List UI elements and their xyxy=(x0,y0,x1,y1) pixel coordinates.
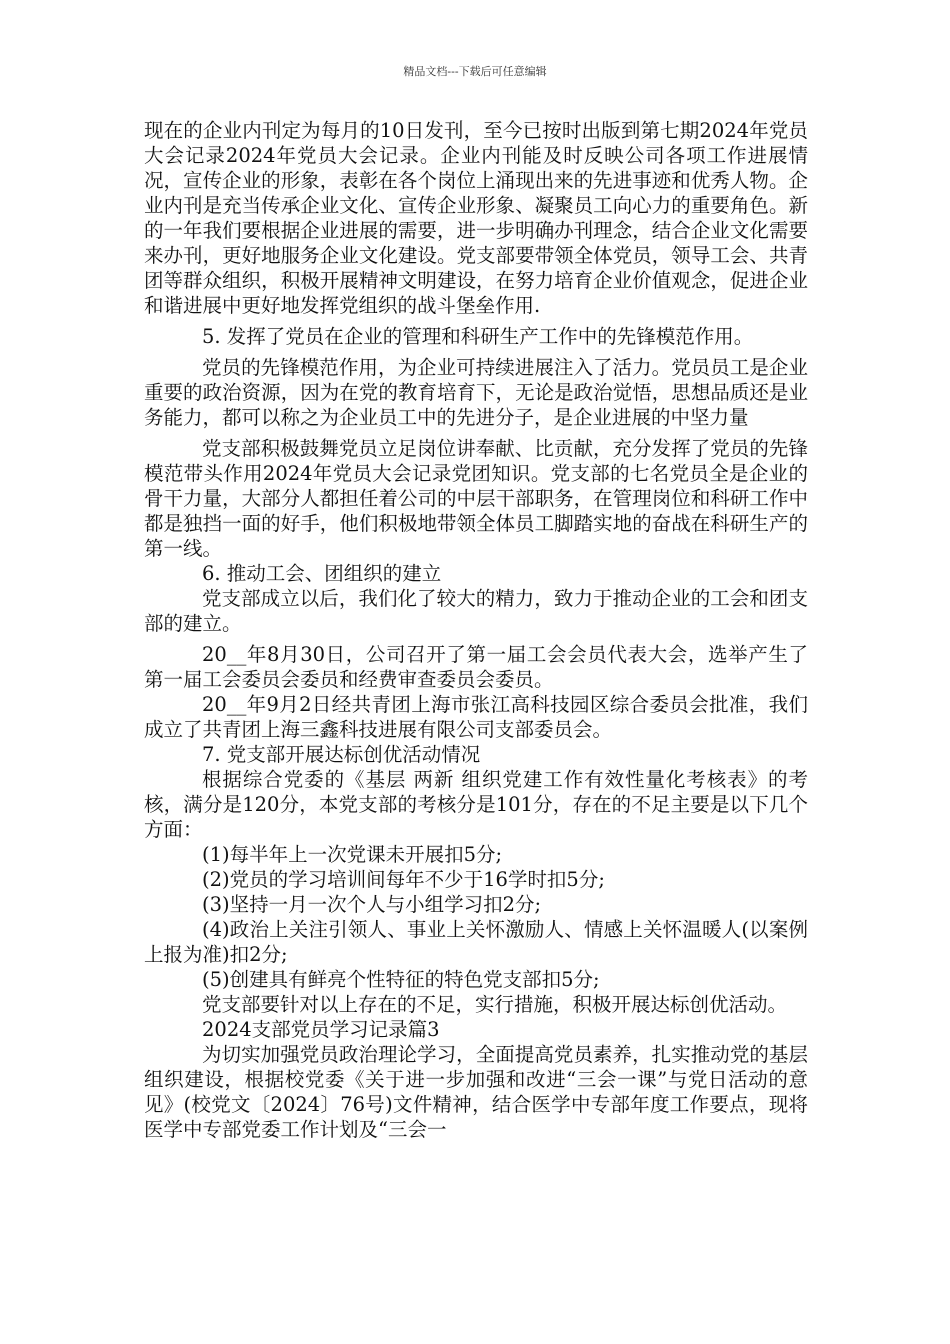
paragraph-improvement: 党支部要针对以上存在的不足，实行措施，积极开展达标创优活动。 xyxy=(202,993,788,1016)
paragraph-party-branch-encourage: 党支部积极鼓舞党员立足岗位讲奉献、比贡献，充分发挥了党员的先锋模范带头作用2024年党员大会记录党团知识。党支部的七名党员全是企业的骨干力量，大部分人都担任着公司的中层干部职务，在管理岗位和科研工作中都是独挡一面的好手，他们积极地带领全体员工脚踏实地的奋战在科研生产的第一线。 xyxy=(144,437,808,560)
list-item-deduction-1: (1)每半年上一次党课未开展扣5分; xyxy=(202,843,503,866)
document-body xyxy=(144,118,808,1142)
heading-section-6: 6. 推动工会、团组织的建立 xyxy=(202,562,442,585)
heading-section-7: 7. 党支部开展达标创优活动情况 xyxy=(202,743,481,766)
paragraph-youth-league: 20__年9月2日经共青团上海市张江高科技园区综合委员会批准，我们成立了共青团上海三鑫科技进展有限公司支部委员会。 xyxy=(144,693,808,741)
list-item-deduction-2: (2)党员的学习培训间每年不少于16学时扣5分; xyxy=(202,868,605,891)
paragraph-journal: 现在的企业内刊定为每月的10日发刊，至今已按时出版到第七期2024年党员大会记录2024年党员大会记录。企业内刊能及时反映公司各项工作进展情况，宣传企业的形象，表彰在各个岗位上涌现出来的先进事迹和优秀人物。企业内刊是充当传承企业文化、宣传企业形象、凝聚员工向心力的重要角色。新的一年我们要根据企业进展的需要，进一步明确办刊理念，结合企业文化需要来办刊，更好地服务企业文化建设。党支部要带领全体党员，领导工会、共青团等群众组织，积极开展精神文明建设，在努力培育企业价值观念，促进企业和谐进展中更好地发挥党组织的战斗堡垒作用. xyxy=(144,119,808,317)
page-header: 精品文档---下载后可任意编辑 xyxy=(403,65,547,78)
paragraph-assessment: 根据综合党委的《基层 两新 组织党建工作有效性量化考核表》的考核，满分是120分，本党支部的考核分是101分，存在的不足主要是以下几个方面： xyxy=(144,768,808,841)
list-item-deduction-4: (4)政治上关注引领人、事业上关怀激励人、情感上关怀温暖人(以案例上报为准)扣2分; xyxy=(144,918,808,966)
heading-section-5: 5. 发挥了党员在企业的管理和科研生产工作中的先锋模范作用。 xyxy=(202,325,754,348)
paragraph-union-establish: 党支部成立以后，我们化了较大的精力，致力于推动企业的工会和团支部的建立。 xyxy=(144,587,808,635)
paragraph-union-congress: 20__年8月30日，公司召开了第一届工会会员代表大会，选举产生了第一届工会委员会委员和经费审查委员会委员。 xyxy=(144,643,808,691)
list-item-deduction-3: (3)坚持一月一次个人与小组学习扣2分; xyxy=(202,893,542,916)
paragraph-study-plan: 为切实加强党员政治理论学习，全面提高党员素养，扎实推动党的基层组织建设，根据校党委《关于进一步加强和改进“三会一课”与党日活动的意见》(校党文〔2024〕76号)文件精神，结合医学中专部年度工作要点，现将医学中专部党委工作计划及“三会一 xyxy=(144,1043,808,1141)
list-item-deduction-5: (5)创建具有鲜亮个性特征的特色党支部扣5分; xyxy=(202,968,600,991)
paragraph-vanguard-role: 党员的先锋模范作用，为企业可持续进展注入了活力。党员员工是企业重要的政治资源，因为在党的教育培育下，无论是政治觉悟，思想品质还是业务能力，都可以称之为企业员工中的先进分子，是企业进展的中坚力量 xyxy=(144,356,808,429)
heading-study-record-3: 2024支部党员学习记录篇3 xyxy=(202,1018,440,1041)
